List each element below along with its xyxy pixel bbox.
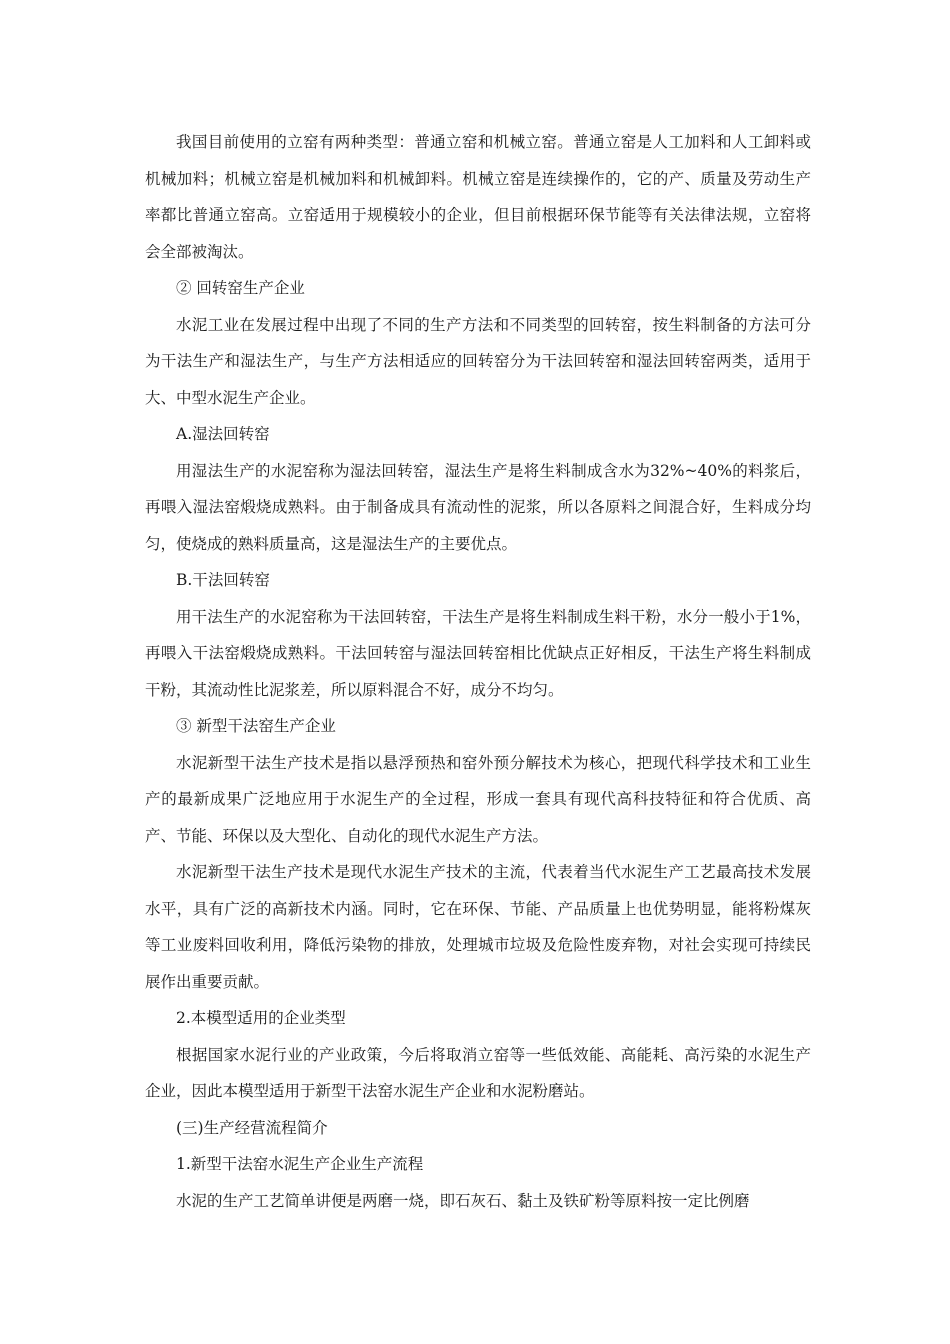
heading-dry-rotary-kiln: B.干法回转窑 <box>176 571 270 589</box>
paragraph-production-flow: 水泥的生产工艺简单讲便是两磨一烧，即石灰石、黏土及铁矿粉等原料按一定比例磨 <box>176 1191 750 1210</box>
paragraph-wet-rotary-kiln: 用湿法生产的水泥窑称为湿法回转窑，湿法生产是将生料制成含水为32%~40%的料浆后，再喂入湿法窑煅烧成熟料。由于制备成具有流动性的泥浆，所以各原料之间混合好，生料成分均匀，使烧成的熟料质量高，这是湿法生产的主要优点。 <box>145 461 811 553</box>
document-body <box>145 124 811 1219</box>
paragraph-new-dry-process-benefits: 水泥新型干法生产技术是现代水泥生产技术的主流，代表着当代水泥生产工艺最高技术发展水平，具有广泛的高新技术内涵。同时，它在环保、节能、产品质量上也优势明显，能将粉煤灰等工业废料回收利用，降低污染物的排放，处理城市垃圾及危险性废弃物，对社会实现可持续民展作出重要贡献。 <box>145 863 811 991</box>
heading-production-flow: 1.新型干法窑水泥生产企业生产流程 <box>176 1155 424 1173</box>
paragraph-new-dry-process-definition: 水泥新型干法生产技术是指以悬浮预热和窑外预分解技术为核心，把现代科学技术和工业生产的最新成果广泛地应用于水泥生产的全过程，形成一套具有现代高科技特征和符合优质、高产、节能、环保以及大型化、自动化的现代水泥生产方法。 <box>145 753 811 845</box>
paragraph-dry-rotary-kiln: 用干法生产的水泥窑称为干法回转窑，干法生产是将生料制成生料干粉，水分一般小于1%，再喂入干法窑煅烧成熟料。干法回转窑与湿法回转窑相比优缺点正好相反，干法生产将生料制成干粉，其流动性比泥浆差，所以原料混合不好，成分不均匀。 <box>145 607 811 699</box>
heading-wet-rotary-kiln: A.湿法回转窑 <box>176 425 270 443</box>
heading-production-process-intro: (三)生产经营流程简介 <box>176 1118 328 1137</box>
heading-applicable-enterprise-type: 2.本模型适用的企业类型 <box>176 1009 346 1027</box>
paragraph-shaft-kiln: 我国目前使用的立窑有两种类型：普通立窑和机械立窑。普通立窑是人工加料和人工卸料或机械加料；机械立窑是机械加料和机械卸料。机械立窑是连续操作的，它的产、质量及劳动生产率都比普通立窑高。立窑适用于规模较小的企业，但目前根据环保节能等有关法律法规，立窑将会全部被淘汰。 <box>145 133 811 261</box>
heading-new-dry-process: ③ 新型干法窑生产企业 <box>176 717 336 735</box>
heading-rotary-kiln: ② 回转窑生产企业 <box>176 279 305 297</box>
paragraph-rotary-kiln: 水泥工业在发展过程中出现了不同的生产方法和不同类型的回转窑，按生料制备的方法可分为干法生产和湿法生产，与生产方法相适应的回转窑分为干法回转窑和湿法回转窑两类，适用于大、中型水泥生产企业。 <box>145 315 811 407</box>
paragraph-applicable-enterprise-type: 根据国家水泥行业的产业政策，今后将取消立窑等一些低效能、高能耗、高污染的水泥生产企业，因此本模型适用于新型干法窑水泥生产企业和水泥粉磨站。 <box>145 1045 811 1100</box>
